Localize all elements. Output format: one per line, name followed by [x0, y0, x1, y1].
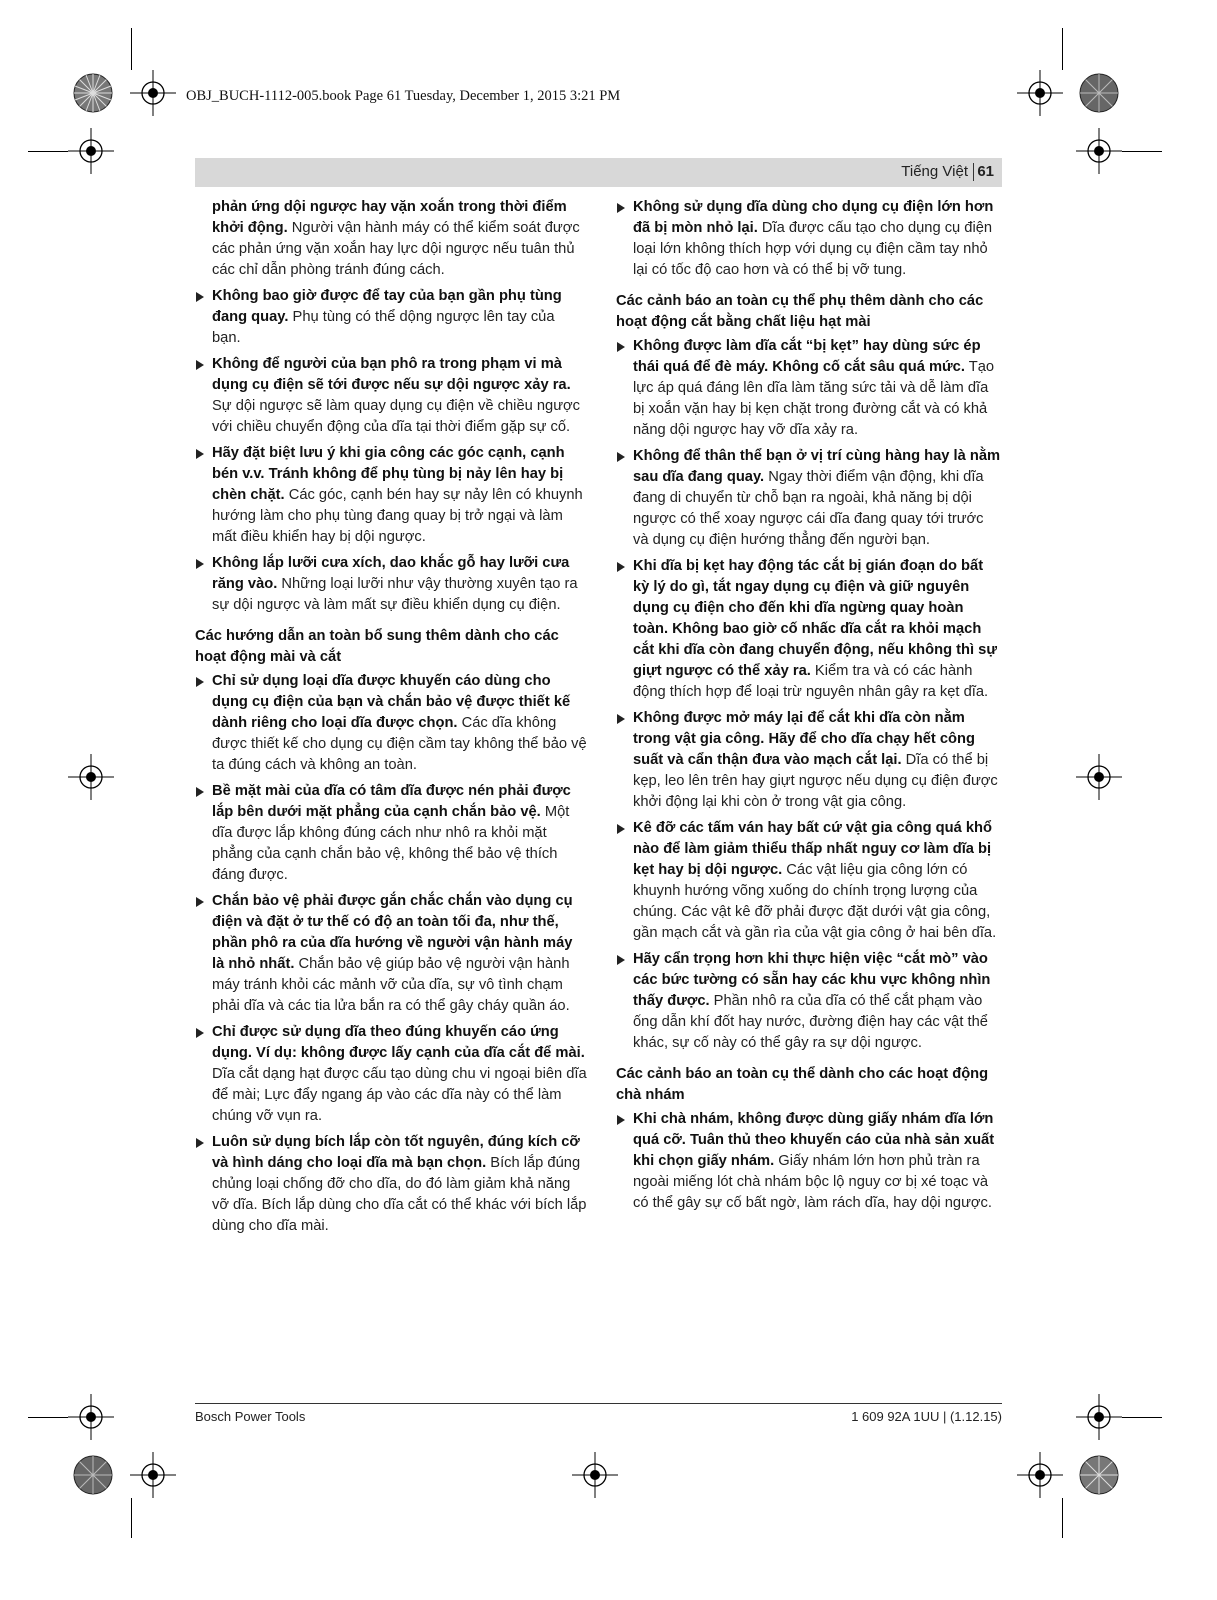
safety-bullet-item	[195, 781, 587, 886]
footer-rule	[195, 1403, 1002, 1404]
safety-bullet-item	[195, 553, 587, 616]
right-column	[616, 197, 1002, 1219]
explanation-text: Chắn bảo vệ giúp bảo vệ người vận hành máy tránh khỏi các mảnh vỡ của dĩa, sự vô tình chạm phải dĩa và các tia lửa bắn ra có thể gây cháy quần áo.	[212, 956, 570, 1014]
left-column	[195, 197, 587, 1242]
section-heading: Các cảnh báo an toàn cụ thể phụ thêm dành cho các hoạt động cắt bằng chất liệu hạt mài	[616, 293, 984, 330]
bullet-triangle-icon	[617, 203, 625, 213]
explanation-text: Tạo lực áp quá đáng lên dĩa làm tăng sức tải và dễ làm dĩa bị xoắn vặn hay bị kẹn chặt trong đường cắt và có khả năng dội ngược hay vỡ dĩa xảy ra.	[633, 359, 995, 438]
bold-instruction: Chắn bảo vệ phải được gắn chắc chắn vào dụng cụ điện và đặt ở tư thế có độ an toàn tối đa, như thế, phần phô ra của dĩa hướng về người vận hành máy là nhỏ nhất.	[212, 893, 573, 972]
bullet-triangle-icon	[617, 955, 625, 965]
page-language-label: Tiếng Việt	[901, 163, 968, 180]
safety-bullet-item	[616, 949, 1002, 1054]
bullet-triangle-icon	[617, 714, 625, 724]
crosshair-mark-bottom-center	[572, 1452, 618, 1498]
registration-mark-top-right	[1076, 70, 1122, 116]
crop-line-top-left-vertical	[131, 28, 132, 70]
safety-bullet-item	[195, 443, 587, 548]
explanation-text: Phần nhô ra của dĩa có thể cắt phạm vào ống dẫn khí đốt hay nước, đường điện hay các vật thể khác, sự cố này có thể gây ra sự dội ngược.	[633, 993, 988, 1051]
explanation-text: Một dĩa được lắp không đúng cách như nhô ra khỏi mặt phẳng của cạnh chắn bảo vệ, không thể bảo vệ thích đáng được.	[212, 804, 570, 883]
safety-bullet-item	[616, 197, 1002, 281]
explanation-text: Sự dội ngược sẽ làm quay dụng cụ điện về chiều ngược với chiều chuyển động của dĩa tại thời điểm gặp sự cố.	[212, 398, 581, 435]
continued-paragraph	[195, 197, 587, 281]
footer-brand: Bosch Power Tools	[195, 1409, 306, 1424]
safety-bullet-item	[195, 891, 587, 1017]
registration-mark-bottom-right	[1076, 1452, 1122, 1498]
bold-instruction: Không bao giờ được để tay của bạn gần phụ tùng đang quay.	[212, 288, 562, 325]
explanation-text: Dĩa có thể bị kẹp, leo lên trên hay giựt ngược nếu dụng cụ điện được khởi động lại khi còn ở trong vật gia công.	[633, 752, 998, 810]
explanation-text: Bích lắp đúng chủng loại chống đỡ cho dĩa, do đó làm giảm khả năng vỡ dĩa. Bích lắp dùng cho dĩa cắt có thể khác với bích lắp dùng cho dĩa mài.	[212, 1155, 587, 1234]
safety-bullet-item	[195, 1022, 587, 1127]
bold-instruction: Chỉ được sử dụng dĩa theo đúng khuyến cáo ứng dụng. Ví dụ: không được lấy cạnh của dĩa cắt để mài.	[212, 1024, 585, 1061]
bullet-triangle-icon	[617, 562, 625, 572]
bullet-triangle-icon	[196, 787, 204, 797]
crosshair-mark-top-right	[1017, 70, 1063, 116]
crosshair-mark-right-upper	[1076, 128, 1122, 174]
section-heading: Các hướng dẫn an toàn bổ sung thêm dành cho các hoạt động mài và cắt	[195, 628, 559, 665]
safety-bullet-item	[616, 556, 1002, 703]
bold-instruction: Khi dĩa bị kẹt hay động tác cắt bị gián đoạn do bất kỳ lý do gì, tắt ngay dụng cụ điện và giữ nguyên dụng cụ điện cho đến khi dĩa ngừng quay hoàn toàn. Không bao giờ cố nhấc dĩa cắt ra khỏi mạch cắt khi dĩa còn đang chuyển động, nếu không thì sự giựt ngược có thể xảy ra.	[633, 558, 997, 679]
explanation-text: Những loại lưỡi như vậy thường xuyên tạo ra sự dội ngược và làm mất sự điều khiển dụng cụ điện.	[212, 576, 578, 613]
explanation-text: Người vận hành máy có thể kiểm soát được các phản ứng vặn xoắn hay lực dội ngược nếu tuân thủ các chỉ dẫn phòng tránh đúng cách.	[212, 220, 580, 278]
safety-bullet-item	[616, 336, 1002, 441]
bold-instruction: Chỉ sử dụng loại dĩa được khuyến cáo dùng cho dụng cụ điện của bạn và chắn bảo vệ được thiết kế dành riêng cho loại dĩa được chọn.	[212, 673, 571, 731]
book-file-header: OBJ_BUCH-1112-005.book Page 61 Tuesday, December 1, 2015 3:21 PM	[186, 88, 621, 104]
crop-line-right-horizontal	[1122, 151, 1162, 152]
explanation-text: Ngay thời điểm vận động, khi dĩa đang di chuyển từ chỗ bạn ra ngoài, khả năng bị dội ngược có thể xoay ngược cái dĩa đang quay tới trước và dụng cụ điện hướng thẳng đến người bạn.	[633, 469, 984, 548]
registration-mark-bottom-left	[70, 1452, 116, 1498]
explanation-text: Các dĩa không được thiết kế cho dụng cụ điện cầm tay không thể bảo vệ ta đúng cách và không an toàn.	[212, 715, 587, 773]
bold-instruction: phản ứng dội ngược hay vặn xoắn trong thời điểm khởi động.	[212, 199, 567, 236]
section-heading: Các cảnh báo an toàn cụ thể dành cho các hoạt động chà nhám	[616, 1066, 989, 1103]
bold-instruction: Không được mở máy lại để cắt khi dĩa còn nằm trong vật gia công. Hãy để cho dĩa chạy hết công suất và cẩn thận đưa vào mạch cắt lại.	[633, 710, 975, 768]
crosshair-mark-right-lower	[1076, 1394, 1122, 1440]
safety-bullet-item	[195, 1132, 587, 1237]
page-header-separator	[973, 163, 974, 181]
crosshair-mark-top-left	[130, 70, 176, 116]
bold-instruction: Hãy cẩn trọng hơn khi thực hiện việc “cắt mò” vào các bức tường có sẵn hay các khu vực không nhìn thấy được.	[633, 951, 991, 1009]
crosshair-mark-bottom-right	[1017, 1452, 1063, 1498]
crosshair-mark-left-upper	[68, 128, 114, 174]
explanation-text: Giấy nhám lớn hơn phủ tràn ra ngoài miếng lót chà nhám bộc lộ nguy cơ bị xé toạc và có thể gây sự cố bất ngờ, làm rách dĩa, hay dội ngược.	[633, 1153, 992, 1211]
explanation-text: Kiểm tra và có các hành động thích hợp để loại trừ nguyên nhân gây ra kẹt dĩa.	[633, 663, 989, 700]
bold-instruction: Bề mặt mài của dĩa có tâm dĩa được nén phải được lắp bên dưới mặt phẳng của cạnh chắn bảo vệ.	[212, 783, 571, 820]
crop-line-top-right-vertical	[1062, 28, 1063, 70]
safety-bullet-item	[195, 354, 587, 438]
bullet-triangle-icon	[617, 342, 625, 352]
explanation-text: Dĩa cắt dạng hạt được cấu tạo dùng chu vi ngoại biên dĩa để mài; Lực đẩy ngang áp vào các dĩa này có thể làm chúng vỡ vụn ra.	[212, 1066, 587, 1124]
footer-doc-code: 1 609 92A 1UU | (1.12.15)	[851, 1409, 1002, 1424]
explanation-text: Các vật liệu gia công lớn có khuynh hướng võng xuống do chính trọng lượng của chúng. Các vật kê đỡ phải được đặt dưới vật gia công, gần mạch cắt và gần rìa của vật gia công ở hai bên dĩa.	[633, 862, 997, 941]
bullet-triangle-icon	[617, 452, 625, 462]
crosshair-mark-left-middle	[68, 754, 114, 800]
crop-line-left-horizontal	[28, 151, 68, 152]
bullet-triangle-icon	[617, 1115, 625, 1125]
bullet-triangle-icon	[617, 824, 625, 834]
explanation-text: Phụ tùng có thể dộng ngược lên tay của bạn.	[212, 309, 555, 346]
crop-line-right-lower-horizontal	[1122, 1417, 1162, 1418]
safety-bullet-item	[616, 446, 1002, 551]
safety-bullet-item	[616, 1109, 1002, 1214]
page-header-band	[195, 158, 1002, 187]
page-number: 61	[977, 163, 994, 180]
bold-instruction: Không để người của bạn phô ra trong phạm vi mà dụng cụ điện sẽ tới được nếu sự dội ngược xảy ra.	[212, 356, 571, 393]
crosshair-mark-left-lower	[68, 1394, 114, 1440]
explanation-text: Dĩa được cấu tạo cho dụng cụ điện loại lớn không thích hợp với dụng cụ điện cầm tay nhỏ lại có tốc độ cao hơn và có thể bị vỡ tung.	[633, 220, 993, 278]
bold-instruction: Khi chà nhám, không được dùng giấy nhám dĩa lớn quá cỡ. Tuân thủ theo khuyến cáo của nhà sản xuất khi chọn giấy nhám.	[633, 1111, 995, 1169]
crosshair-mark-bottom-left	[130, 1452, 176, 1498]
bold-instruction: Không để thân thể bạn ở vị trí cùng hàng hay là nằm sau dĩa đang quay.	[633, 448, 1001, 485]
safety-bullet-item	[195, 286, 587, 349]
bullet-triangle-icon	[196, 449, 204, 459]
bullet-triangle-icon	[196, 897, 204, 907]
bullet-triangle-icon	[196, 677, 204, 687]
bold-instruction: Không sử dụng dĩa dùng cho dụng cụ điện lớn hơn đã bị mòn nhỏ lại.	[633, 199, 994, 236]
bullet-triangle-icon	[196, 1138, 204, 1148]
bold-instruction: Kê đỡ các tấm ván hay bất cứ vật gia công quá khổ nào để làm giảm thiểu thấp nhất nguy cơ làm dĩa bị kẹt hay bị dội ngược.	[633, 820, 992, 878]
bold-instruction: Không được làm dĩa cắt “bị kẹt” hay dùng sức ép thái quá để đè máy. Không cố cắt sâu quá mức.	[633, 338, 981, 375]
crop-line-bottom-right-vertical	[1062, 1498, 1063, 1538]
safety-bullet-item	[195, 671, 587, 776]
crop-line-left-lower-horizontal	[28, 1417, 68, 1418]
bullet-triangle-icon	[196, 292, 204, 302]
bold-instruction: Không lắp lưỡi cưa xích, dao khắc gỗ hay lưỡi cưa răng vào.	[212, 555, 570, 592]
crosshair-mark-right-middle	[1076, 754, 1122, 800]
bold-instruction: Luôn sử dụng bích lắp còn tốt nguyên, đúng kích cỡ và hình dáng cho loại dĩa mà bạn chọn.	[212, 1134, 580, 1171]
registration-mark-top-left	[70, 70, 116, 116]
safety-bullet-item	[616, 708, 1002, 813]
bullet-triangle-icon	[196, 360, 204, 370]
bullet-triangle-icon	[196, 1028, 204, 1038]
explanation-text: Các góc, cạnh bén hay sự nảy lên có khuynh hướng làm cho phụ tùng đang quay bị trở ngại và làm mất điều khiển hay bị dội ngược.	[212, 487, 583, 545]
bold-instruction: Hãy đặt biệt lưu ý khi gia công các góc cạnh, cạnh bén v.v. Tránh không để phụ tùng bị nảy lên hay bị chèn chặt.	[212, 445, 565, 503]
bullet-triangle-icon	[196, 559, 204, 569]
safety-bullet-item	[616, 818, 1002, 944]
crop-line-bottom-left-vertical	[131, 1498, 132, 1538]
